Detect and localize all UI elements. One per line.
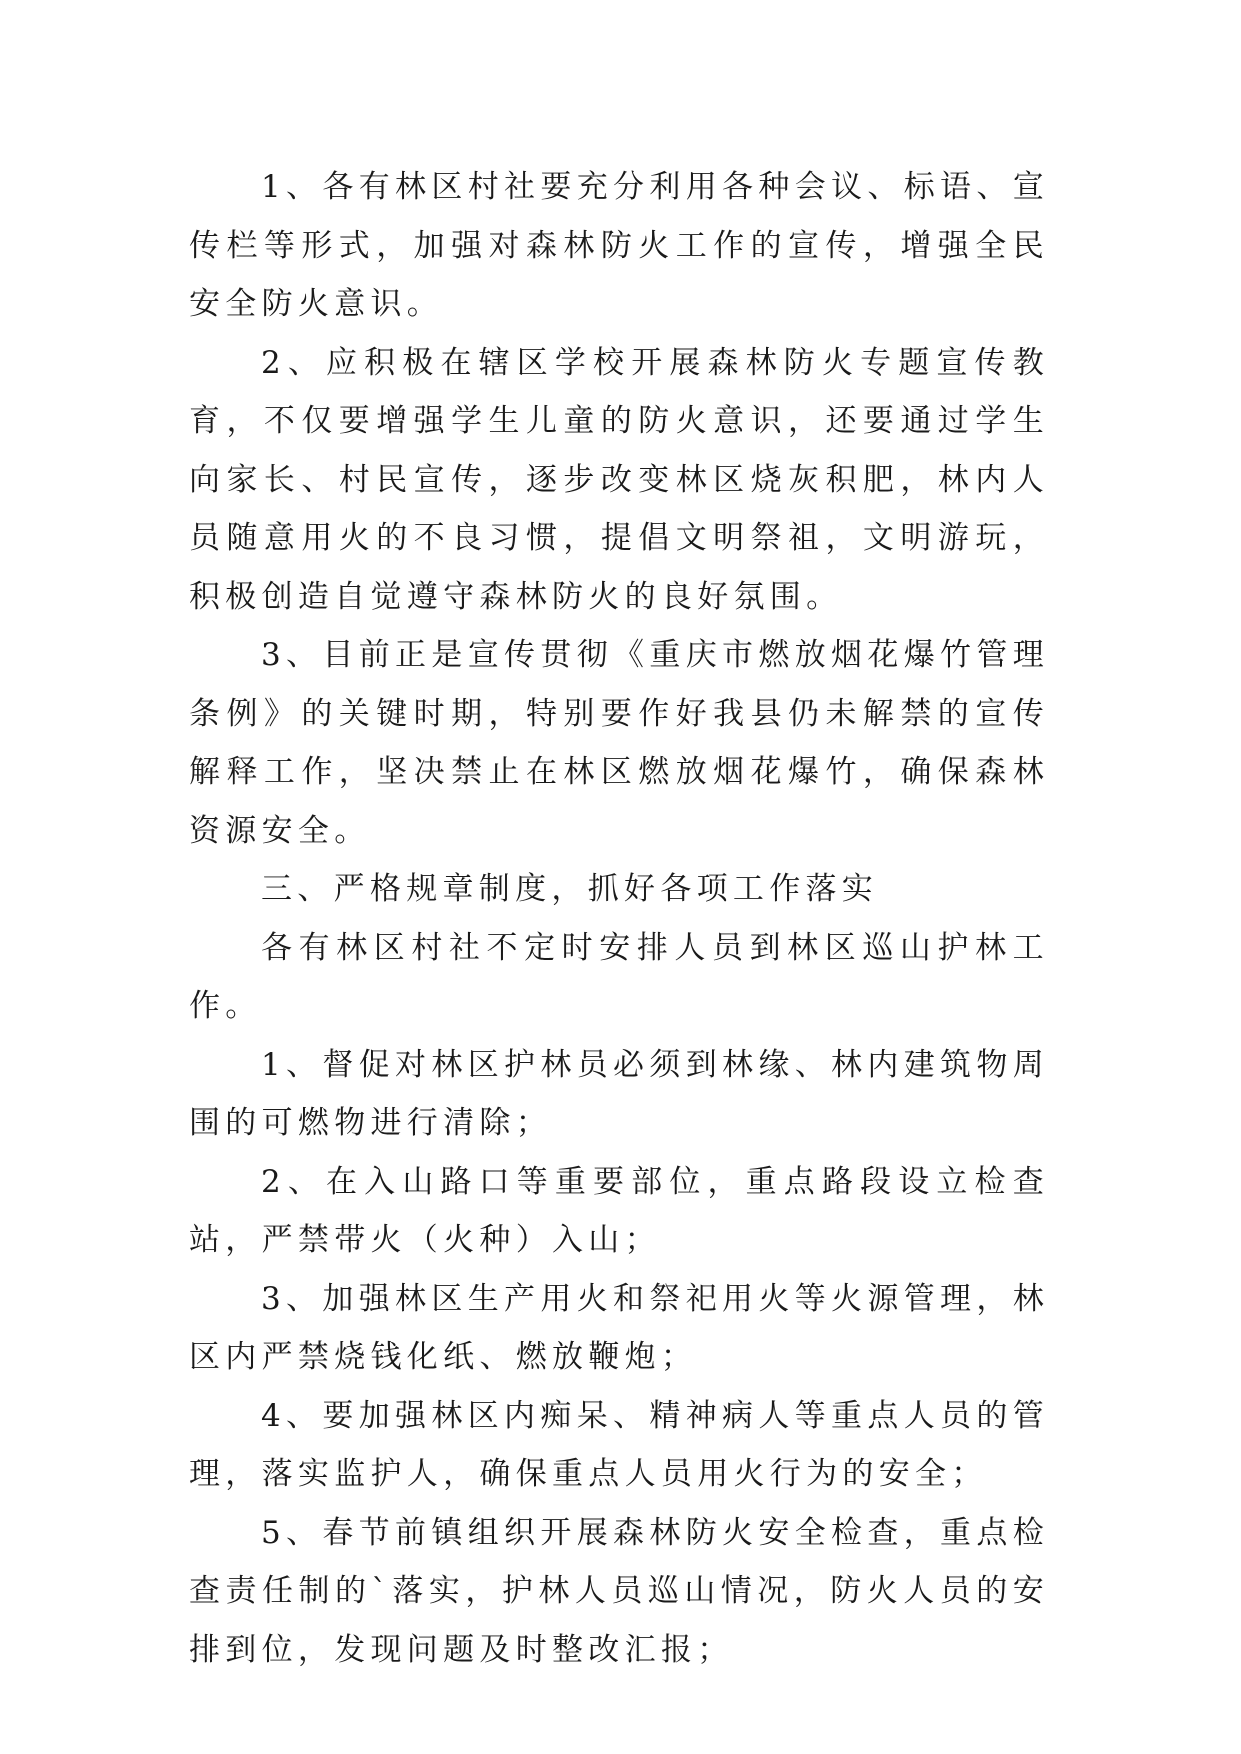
section-heading-3: 三、严格规章制度，抓好各项工作落实 — [261, 871, 879, 907]
paragraph-measure-3: 3、加强林区生产用火和祭祀用火等火源管理，林区内严禁烧钱化纸、燃放鞭炮； — [189, 1280, 1049, 1375]
paragraph-patrol-intro: 各有林区村社不定时安排人员到林区巡山护林工作。 — [189, 929, 1049, 1024]
paragraph-measure-5: 5、春节前镇组织开展森林防火安全检查，重点检查责任制的`落实，护林人员巡山情况，防火人员的安排到位，发现问题及时整改汇报； — [189, 1514, 1049, 1668]
paragraph-publicity-2: 2、应积极在辖区学校开展森林防火专题宣传教育，不仅要增强学生儿童的防火意识，还要通过学生向家长、村民宣传，逐步改变林区烧灰积肥，林内人员随意用火的不良习惯，提倡文明祭祖，文明游玩，积极创造自觉遵守森林防火的良好氛围。 — [189, 344, 1049, 615]
paragraph-measure-2: 2、在入山路口等重要部位，重点路段设立检查站，严禁带火（火种）入山； — [189, 1163, 1049, 1258]
paragraph-publicity-1: 1、各有林区村社要充分利用各种会议、标语、宣传栏等形式，加强对森林防火工作的宣传，增强全民安全防火意识。 — [189, 169, 1049, 322]
paragraph-measure-1: 1、督促对林区护林员必须到林缘、林内建筑物周围的可燃物进行清除； — [189, 1046, 1049, 1141]
document-body — [189, 158, 1049, 1679]
paragraph-publicity-3: 3、目前正是宣传贯彻《重庆市燃放烟花爆竹管理条例》的关键时期，特别要作好我县仍未解禁的宣传解释工作，坚决禁止在林区燃放烟花爆竹，确保森林资源安全。 — [189, 637, 1049, 849]
paragraph-measure-4: 4、要加强林区内痴呆、精神病人等重点人员的管理，落实监护人，确保重点人员用火行为的安全； — [189, 1397, 1049, 1492]
